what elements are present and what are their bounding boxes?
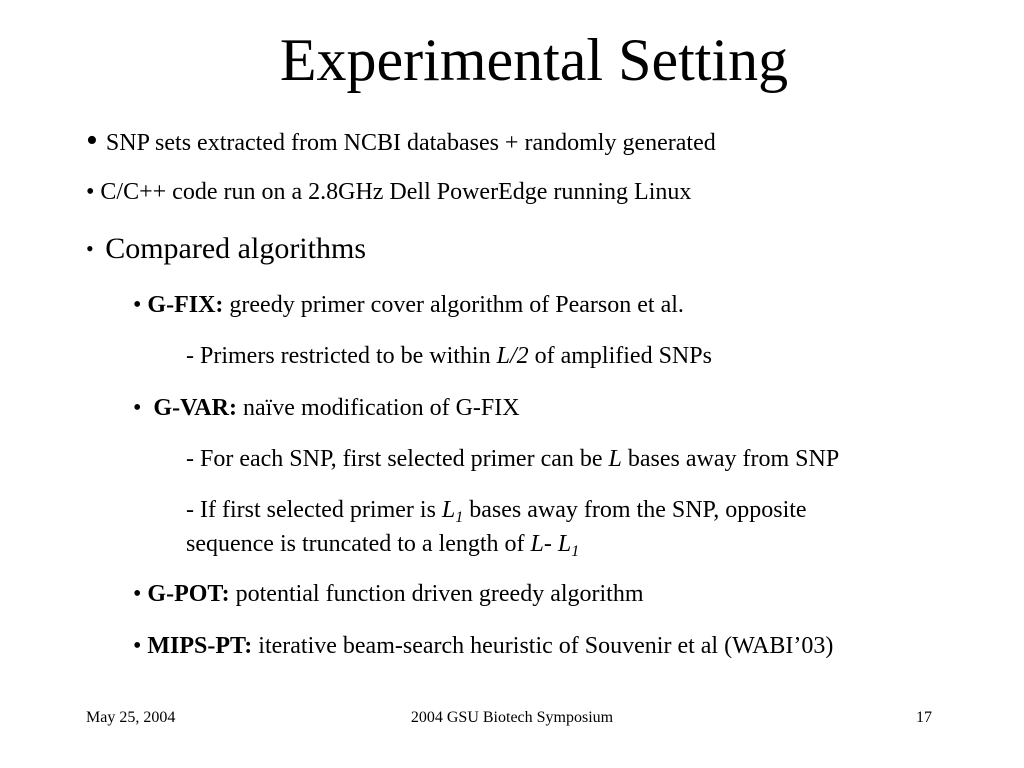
algorithm-detail: - Primers restricted to be within L/2 of amplified SNPs <box>186 343 712 369</box>
bullet-marker: • <box>133 292 142 318</box>
algorithm-mips-pt <box>133 632 833 661</box>
algorithm-detail: - For each SNP, first selected primer can be L bases away from SNP <box>186 446 840 472</box>
footer-page-number: 17 <box>916 709 932 726</box>
bullet-text: SNP sets extracted from NCBI databases + randomly generated <box>105 130 716 156</box>
algorithm-name: G-VAR: <box>153 395 237 421</box>
footer-date: May 25, 2004 <box>86 709 176 726</box>
algorithm-desc: iterative beam-search heuristic of Souvenir et al (WABI’03) <box>258 633 834 659</box>
algorithm-name: G-POT: <box>147 581 230 607</box>
bullet-marker: • <box>86 179 95 205</box>
bullet-code-run <box>86 178 691 207</box>
algorithm-desc: greedy primer cover algorithm of Pearson et al. <box>229 292 684 318</box>
algorithm-desc: naïve modification of G-FIX <box>242 395 520 421</box>
bullet-marker: • <box>133 633 142 659</box>
algorithm-name: G-FIX: <box>147 292 224 318</box>
bullet-marker: • <box>86 122 98 159</box>
bullet-marker: • <box>86 236 94 261</box>
bullet-compared-algorithms <box>86 231 366 267</box>
bullet-snp-sets <box>86 120 716 161</box>
algorithm-gfix <box>133 291 684 320</box>
algorithm-detail: - If first selected primer is $L_1$ bases away from the SNP, opposite <box>186 497 807 526</box>
footer-event: 2004 GSU Biotech Symposium <box>410 709 614 726</box>
slide-title: Experimental Setting <box>279 27 789 93</box>
algorithm-gpot <box>133 580 644 609</box>
bullet-marker: • <box>133 395 142 421</box>
bullet-marker: • <box>133 581 142 607</box>
algorithm-desc: potential function driven greedy algorithm <box>235 581 644 607</box>
algorithm-gvar <box>133 394 520 423</box>
algorithm-name: MIPS-PT: <box>147 633 253 659</box>
bullet-text: Compared algorithms <box>105 232 366 265</box>
bullet-text: C/C++ code run on a 2.8GHz Dell PowerEdge running Linux <box>100 179 692 205</box>
algorithm-detail: sequence is truncated to a length of L- $L_1$ <box>186 531 580 560</box>
